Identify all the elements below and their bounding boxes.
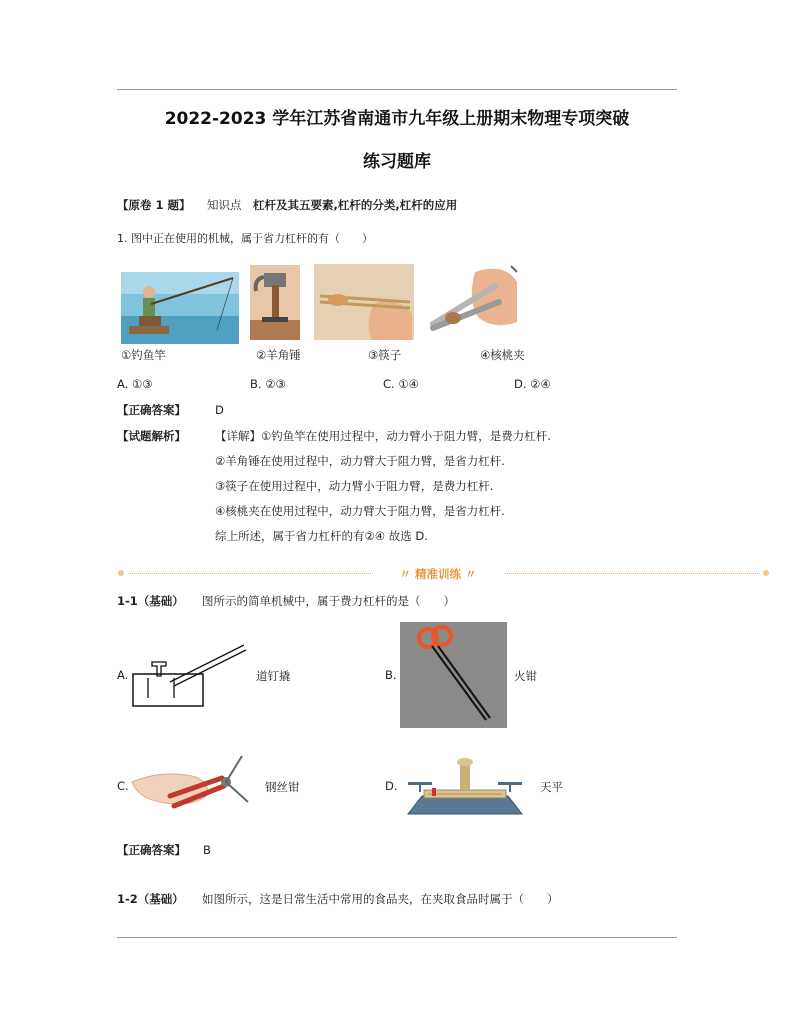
top-rule	[117, 89, 677, 90]
nutcracker-icon	[425, 262, 520, 340]
pliers-icon	[130, 752, 255, 818]
answer-label: 【正确答案】	[117, 403, 186, 417]
divider-line-left	[128, 573, 373, 574]
knowledge-point-label: 知识点	[207, 198, 242, 212]
option-c: C. ①④	[383, 377, 419, 391]
option-a: A. ①③	[117, 377, 153, 391]
original-tag: 【原卷 1 题】	[117, 198, 191, 212]
page-title-line1: 2022-2023 学年江苏省南通市九年级上册期末物理专项突破	[164, 109, 630, 129]
practice-option-c-caption: 钢丝钳	[265, 780, 300, 794]
divider-dot-right	[763, 570, 769, 576]
fishing-rod-icon	[121, 272, 239, 344]
image-caption-1: ①钓鱼竿	[121, 348, 166, 362]
divider-dot-left	[118, 570, 124, 576]
chopsticks-icon	[314, 264, 414, 340]
spike-lever-icon	[130, 642, 248, 710]
question-1-text: 1. 图中正在使用的机械，属于省力杠杆的有（ ）	[117, 232, 373, 245]
practice-option-a-caption: 道钉撬	[256, 669, 291, 683]
practice-2-question: 如图所示，这是日常生活中常用的食品夹，在夹取食品时属于（ ）	[202, 892, 559, 906]
analysis-line-1: 【详解】①钓鱼竿在使用过程中，动力臂小于阻力臂，是费力杠杆.	[215, 429, 551, 443]
practice-option-a-letter: A.	[117, 668, 129, 682]
divider-line-right	[505, 573, 760, 574]
practice-2-tag: 1-2（基础）	[117, 892, 184, 906]
practice-option-c-letter: C.	[117, 779, 129, 793]
practice-1-answer-label: 【正确答案】	[117, 843, 186, 857]
analysis-label: 【试题解析】	[117, 429, 186, 443]
fire-tongs-icon	[400, 622, 507, 728]
image-caption-4: ④核桃夹	[480, 348, 525, 362]
practice-1-question: 图所示的简单机械中，属于费力杠杆的是（ ）	[202, 594, 455, 608]
practice-option-d-caption: 天平	[540, 780, 563, 794]
practice-option-b-letter: B.	[385, 668, 397, 682]
image-caption-2: ②羊角锤	[256, 348, 301, 362]
analysis-line-3: ③筷子在使用过程中，动力臂小于阻力臂，是费力杠杆.	[215, 479, 494, 493]
practice-1-answer-value: B	[203, 843, 211, 857]
practice-option-b-caption: 火钳	[514, 669, 537, 683]
practice-option-d-letter: D.	[385, 779, 398, 793]
option-d: D. ②④	[514, 377, 551, 391]
knowledge-point-value: 杠杆及其五要素,杠杆的分类,杠杆的应用	[253, 198, 458, 212]
practice-1-tag: 1-1（基础）	[117, 594, 184, 608]
analysis-line-2: ②羊角锤在使用过程中，动力臂大于阻力臂，是省力杠杆.	[215, 454, 505, 468]
image-caption-3: ③筷子	[368, 348, 402, 362]
analysis-line-4: ④核桃夹在使用过程中，动力臂大于阻力臂，是省力杠杆.	[215, 504, 505, 518]
option-b: B. ②③	[250, 377, 286, 391]
section-label: 〃 精准训练 〃	[399, 567, 477, 581]
bottom-rule	[117, 937, 677, 938]
answer-value: D	[215, 403, 224, 417]
analysis-line-5: 综上所述，属于省力杠杆的有②④ 故选 D.	[215, 529, 428, 543]
claw-hammer-icon	[250, 265, 300, 340]
balance-scale-icon	[402, 756, 528, 818]
page-title-line2: 练习题库	[363, 152, 431, 172]
